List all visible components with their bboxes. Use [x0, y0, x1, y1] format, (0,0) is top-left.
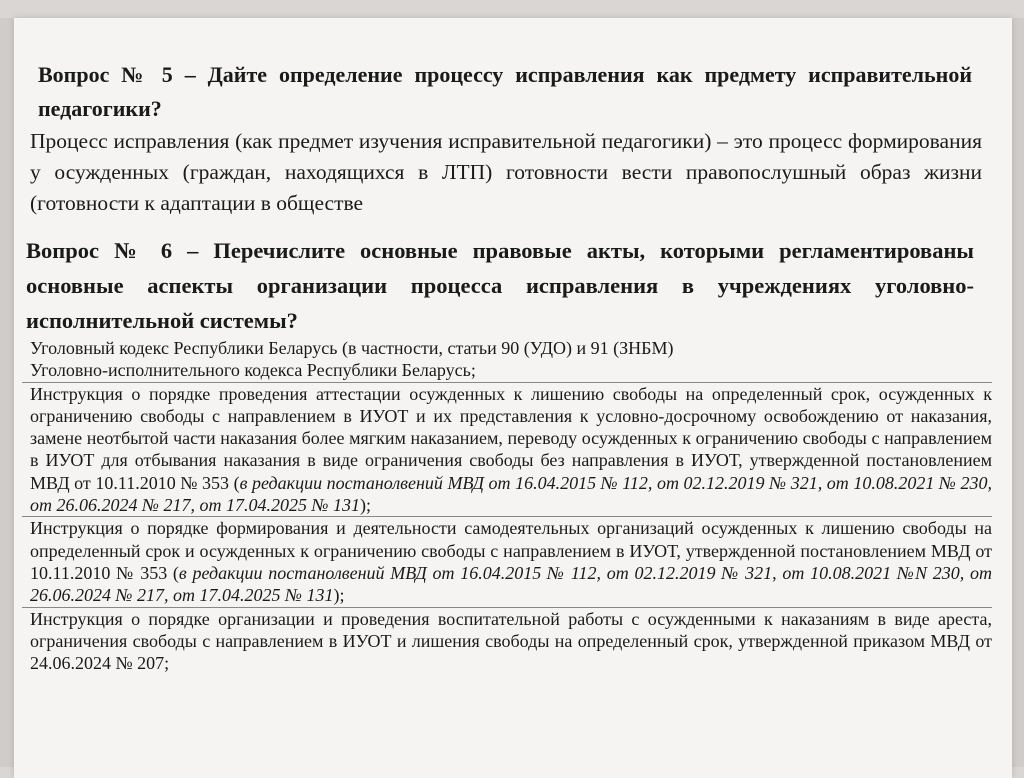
list-item-text: Уголовно-исполнительного кодекса Республики Беларусь; — [30, 360, 476, 381]
legal-acts-list — [22, 337, 992, 674]
list-item — [22, 607, 992, 675]
list-item-italic: в редакции постанолвений МВД от 16.04.2015 № 112, от 02.12.2019 № 321, от 10.08.2021 № 230, от 26.06.2024 № 217, от 17.04.2025 № 131 — [30, 472, 992, 516]
question-5-answer: Процесс исправления (как предмет изучения исправительной педагогики) – это процесс формирования у осужденных (граждан, находящихся в ЛТП) готовности вести правопослушный образ жизни (готовности к адаптации в обществе — [30, 129, 982, 215]
list-item — [22, 337, 992, 359]
list-item-text: Инструкция о порядке проведения аттестации осужденных к лишению свободы на определенный срок, осужденных к ограничению свободы с направлением в ИУОТ и их представления к условно-досрочному освобождению от наказания, замене неотбытой части наказания более мягким наказанием, переводу осужденных к ограничению свободы с направлением в ИУОТ для отбывания наказания в виде ограничения свободы без направления в ИУОТ, утвержденной постановлением МВД от 10.11.2010 № 353 ( — [30, 383, 992, 493]
question-5-title: Вопрос № 5 – Дайте определение процессу исправления как предмету исправительной педагогики? — [38, 62, 972, 121]
list-item — [22, 359, 992, 381]
list-item-tail: ); — [359, 495, 371, 516]
list-item-text: Инструкция о порядке организации и проведения воспитательной работы с осужденными к наказаниям в виде ареста, ограничения свободы с направлением в ИУОТ и лишения свободы на определенный срок, утвержденной приказом МВД от 24.06.2024 № 207; — [30, 608, 992, 674]
list-item-text: Инструкция о порядке формирования и деятельности самодеятельных организаций осужденных к лишению свободы на определенный срок и осужденных к ограничению свободы с направлением в ИУОТ, утвержденной постановлением МВД от 10.11.2010 № 353 ( — [30, 518, 992, 583]
question-6-title: Вопрос № 6 – Перечислите основные правовые акты, которыми регламентированы основные аспекты организации процесса исправления в учреждениях уголовно-исполнительной системы? — [26, 238, 974, 333]
left-frame — [0, 18, 14, 767]
list-item-italic: в редакции постанолвений МВД от 16.04.2015 № 112, от 02.12.2019 № 321, от 10.08.2021 №N 230, от 26.06.2024 № 217, от 17.04.2025 № 131 — [30, 562, 992, 606]
list-item — [22, 516, 992, 606]
list-item-tail: ); — [333, 585, 345, 606]
list-item — [22, 382, 992, 517]
right-frame — [1012, 18, 1024, 767]
list-item-text: Уголовный кодекс Республики Беларусь (в частности, статьи 90 (УДО) и 91 (ЗНБМ) — [30, 338, 674, 358]
